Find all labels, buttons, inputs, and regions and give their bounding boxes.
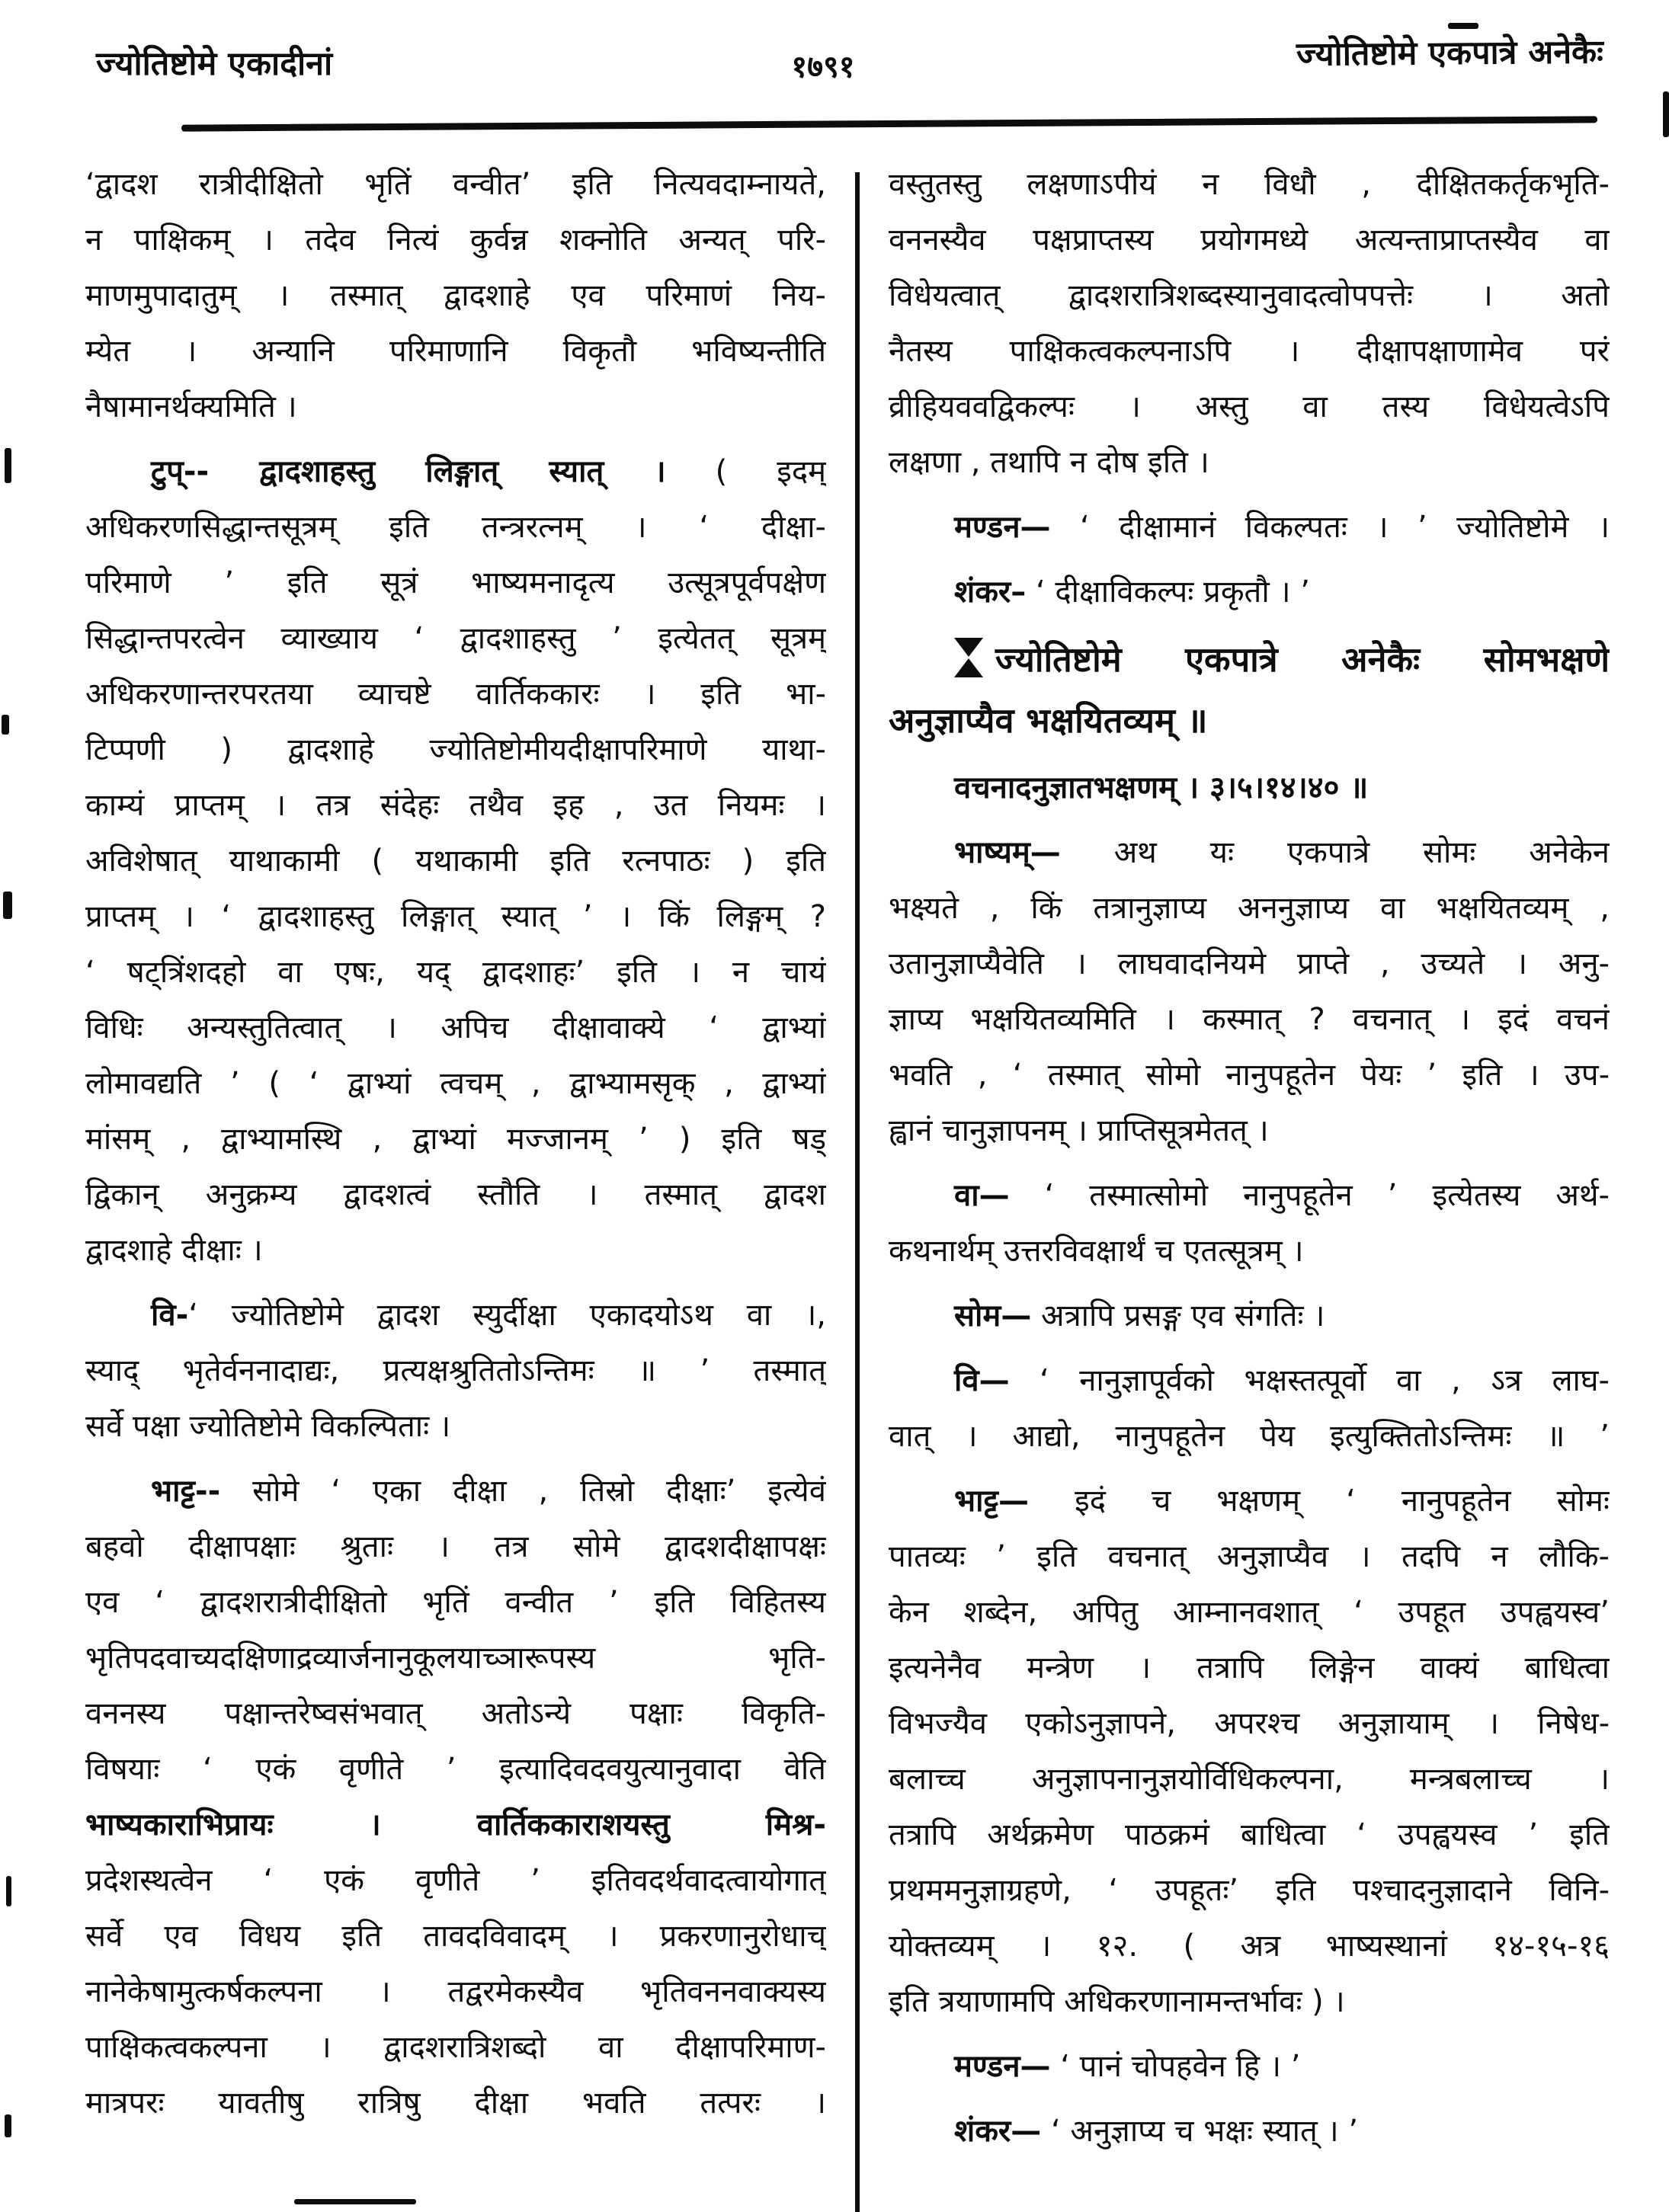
speaker-label: वि- (151, 1298, 189, 1333)
text-line (85, 1909, 826, 1964)
line-text: वात् । आद्यो, नानुपहूतेन पेय इत्युक्तितोऽन्तिमः ॥ ’ (889, 1419, 1610, 1454)
text-line (889, 1474, 1610, 1529)
scan-artifact (1663, 91, 1669, 137)
text-line (889, 1807, 1610, 1863)
line-text: इति त्रयाणामपि अधिकरणानामन्तर्भावः ) । (889, 1984, 1345, 2019)
line-text: ‘ दीक्षामानं विकल्पतः । ’ ज्योतिष्टोमे । (1050, 510, 1610, 545)
text-line (889, 1048, 1610, 1103)
right-text-column (889, 157, 1610, 2159)
speaker-label: भाष्यम्— (954, 835, 1061, 870)
speaker-label: मण्डन— (954, 510, 1051, 545)
text-line (85, 2076, 826, 2131)
text-line (85, 268, 826, 324)
text-line (85, 2020, 826, 2076)
line-text: विषयाः ‘ एकं वृणीते ’ इत्यादिवदवयुत्यानुवादा वेति (85, 1752, 826, 1787)
text-line (85, 1631, 826, 1686)
line-text: बहवो दीक्षापक्षाः श्रुताः । तत्र सोमे द्वादशदीक्षापक्षः (85, 1529, 826, 1564)
line-text: व्रीहियववद्विकल्पः । अस्तु वा तस्य विधेयत्वेऽपि (889, 389, 1610, 424)
line-text: इदं च भक्षणम् ‘ नानुपहूतेन सोमः (1029, 1484, 1610, 1519)
text-line (889, 435, 1610, 491)
line-text: अधिकरणान्तरपरतया व्याचष्टे वार्तिककारः । इति भा- (85, 677, 826, 712)
text-line (889, 760, 1610, 816)
text-line (889, 690, 1610, 751)
line-text: ( इदम् (665, 454, 826, 489)
line-text: विभज्यैव एकोऽनुज्ञापने, अपरश्च अनुज्ञायाम् । निषेध- (889, 1706, 1610, 1741)
line-text: ‘द्वादश रात्रीदीक्षितो भृतिं वन्वीत’ इति नित्यवदाम्नायते, (85, 167, 826, 202)
line-text: नैतस्य पाक्षिकत्वकल्पनाऽपि । दीक्षापक्षाणामेव परं (889, 334, 1610, 369)
text-line (85, 1519, 826, 1575)
line-text: ‘ अनुज्ञाप्य च भक्षः स्यात् । ’ (1041, 2114, 1359, 2149)
scan-artifact (5, 2114, 11, 2137)
line-text: अनुज्ञाप्यैव भक्षयितव्यम् ॥ (889, 700, 1208, 741)
text-line (85, 324, 826, 379)
scan-artifact (5, 448, 11, 483)
text-line (85, 1056, 826, 1112)
speaker-label: वा— (954, 1178, 1010, 1213)
text-line (889, 1529, 1610, 1585)
text-line (85, 611, 826, 667)
line-text: वननस्य पक्षान्तरेष्वसंभवात् अतोऽन्ये पक्षाः विकृति- (85, 1696, 826, 1731)
text-line (889, 1585, 1610, 1641)
line-text: मात्रपरः यावतीषु रात्रिषु दीक्षा भवति तत्परः । (85, 2086, 826, 2121)
text-line (889, 1696, 1610, 1752)
line-text: ज्ञाप्य भक्षयितव्यमिति । कस्मात् ? वचनात् । इदं वचनं (889, 1002, 1610, 1037)
text-line (889, 268, 1610, 324)
line-text: अथ यः एकपात्रे सोमः अनेकेन (1060, 835, 1610, 870)
text-line (889, 629, 1610, 690)
line-text: तत्रापि अर्थक्रमेण पाठक्रमं बाधित्वा ‘ उपह्वयस्व ’ इति (889, 1817, 1610, 1852)
line-text: सर्वे पक्षा ज्योतिष्टोमे विकल्पिताः । (85, 1409, 451, 1444)
text-line (85, 157, 826, 213)
text-line (889, 1224, 1610, 1279)
line-text: वननस्यैव पक्षप्राप्तस्य प्रयोगमध्ये अत्यन्ताप्राप्तस्यैव वा (889, 222, 1610, 258)
text-line (85, 1464, 826, 1519)
line-text: कथनार्थम् उत्तरविवक्षार्थं च एतत्सूत्रम् । (889, 1234, 1304, 1269)
line-text: सिद्धान्तपरत्वेन व्याख्याय ‘ द्वादशाहस्तु ’ इत्येतत् सूत्रम् (85, 621, 826, 656)
line-text: न पाक्षिकम् । तदेव नित्यं कुर्वन्न शक्नोति अन्यत् परि- (85, 222, 826, 258)
line-text: भवति , ‘ तस्मात् सोमो नानुपहूतेन पेयः ’ इति । उप- (889, 1058, 1610, 1093)
text-line (85, 1167, 826, 1223)
line-text: बलाच्च अनुज्ञापनानुज्ञयोर्विधिकल्पना, मन्त्रबलाच्च । (889, 1762, 1610, 1797)
line-text: योक्तव्यम् । १२. ( अत्र भाष्यस्थानां १४-१५-१६ (889, 1929, 1610, 1964)
text-line (889, 213, 1610, 268)
line-text: द्वादशाहे दीक्षाः । (85, 1233, 263, 1268)
line-text: अत्रापि प्रसङ्ग एव संगतिः । (1031, 1298, 1325, 1333)
text-line (85, 1223, 826, 1279)
text-line (889, 2104, 1610, 2159)
line-text: विधेयत्वात् द्वादशरात्रिशब्दस्यानुवादत्वोपपत्तेः । अतो (889, 278, 1610, 313)
line-text: पातव्यः ’ इति वचनात् अनुज्ञाप्यैव । तदपि न लौकि- (889, 1539, 1610, 1574)
line-text: वचनादनुज्ञातभक्षणम् । ३।५।१४।४० ॥ (954, 770, 1369, 805)
speaker-label: शंकर— (954, 2114, 1042, 2149)
running-header-right: ज्योतिष्टोमे एकपात्रे अनेकैः (1296, 33, 1604, 74)
line-text: अविशेषात् याथाकामी ( यथाकामी इति रत्नपाठः ) इति (85, 844, 826, 879)
scan-artifact (294, 2199, 416, 2204)
text-line (889, 2039, 1610, 2095)
line-text: टिप्पणी ) द्वादशाहे ज्योतिष्टोमीयदीक्षापरिमाणे याथा- (85, 732, 826, 767)
text-line (85, 1399, 826, 1455)
line-text: नैषामानर्थक्यमिति । (85, 389, 297, 424)
line-text: ‘ तस्मात्सोमो नानुपहूतेन ’ इत्येतस्य अर्थ- (1009, 1178, 1610, 1213)
line-text: केन शब्देन, अपितु आम्नानवशात् ‘ उपहूत उपह्वयस्व’ (889, 1595, 1610, 1630)
page-number: १७९१ (791, 50, 855, 85)
line-text: प्रदेशस्थत्वेन ‘ एकं वृणीते ’ इतिवदर्थवादत्वायोगात् (85, 1863, 826, 1898)
line-text: मांसम् , द्वाभ्यामस्थि , द्वाभ्यां मज्जानम् ’ ) इति षड् (85, 1122, 826, 1157)
text-line (889, 992, 1610, 1048)
text-line (889, 1288, 1610, 1344)
line-text: भक्ष्यते , किं तत्रानुज्ञाप्य अननुज्ञाप्य वा भक्षयितव्यम् , (889, 891, 1610, 926)
line-text: म्येत । अन्यानि परिमाणानि विकृतौ भविष्यन्तीति (85, 334, 826, 369)
line-text: भाष्यकाराभिप्रायः । वार्तिककाराशयस्तु मिश्र- (85, 1807, 826, 1842)
line-text: द्विकान् अनुक्रम्य द्वादशत्वं स्तौति । तस्मात् द्वादश (85, 1177, 826, 1212)
line-text: ज्योतिष्टोमे एकपात्रे अनेकैः सोमभक्षणे (995, 639, 1610, 680)
scan-artifact (1448, 23, 1478, 29)
text-line (85, 834, 826, 889)
text-line (85, 1575, 826, 1631)
text-line (85, 1343, 826, 1399)
text-line (889, 1641, 1610, 1696)
left-text-column (85, 157, 826, 2131)
line-text: ह्वानं चानुज्ञापनम् । प्राप्तिसूत्रमेतत् । (889, 1113, 1269, 1148)
line-text: लक्षणा , तथापि न दोष इति । (889, 445, 1209, 480)
text-line (889, 1353, 1610, 1409)
text-line (85, 667, 826, 722)
line-text: उतानुज्ञाप्यैवेति । लाघवादनियमे प्राप्ते , उच्यते । अनु- (889, 946, 1610, 981)
scan-artifact (6, 1876, 11, 1906)
speaker-label: टुप्-- द्वादशाहस्तु लिङ्गात् स्यात् । (151, 454, 666, 489)
speaker-label: सोम— (954, 1298, 1032, 1333)
text-line (889, 881, 1610, 936)
text-line (85, 1964, 826, 2020)
line-text: लोमावद्यति ’ ( ‘ द्वाभ्यां त्वचम् , द्वाभ्यामसृक् , द्वाभ्यां (85, 1066, 826, 1101)
text-line (889, 1752, 1610, 1807)
text-line (889, 1919, 1610, 1974)
text-line (85, 444, 826, 500)
text-line (85, 1797, 826, 1853)
text-line (85, 1853, 826, 1909)
line-text: माणमुपादातुम् । तस्मात् द्वादशाहे एव परिमाणं निय- (85, 278, 826, 313)
scan-artifact (3, 892, 12, 919)
text-line (889, 1974, 1610, 2030)
line-text: परिमाणे ’ इति सूत्रं भाष्यमनादृत्य उत्सूत्रपूर्वपक्षेण (85, 565, 826, 600)
line-text: ‘ षट्त्रिंशदहो वा एषः, यद् द्वादशाहः’ इति । न चायं (85, 955, 826, 990)
line-text: ‘ नानुज्ञापूर्वको भक्षस्तत्पूर्वो वा , ऽत्र लाघ- (1009, 1363, 1610, 1398)
header-rule (181, 116, 1597, 131)
line-text: इत्यनेनैव मन्त्रेण । तत्रापि लिङ्गेन वाक्यं बाधित्वा (889, 1650, 1610, 1685)
text-line (85, 1288, 826, 1343)
line-text: ‘ ज्योतिष्टोमे द्वादश स्युर्दीक्षा एकादयोऽथ वा ।, (188, 1298, 826, 1333)
text-line (85, 778, 826, 834)
text-line (85, 213, 826, 268)
line-text: सोमे ‘ एका दीक्षा , तिस्रो दीक्षाः’ इत्येवं (220, 1474, 826, 1509)
speaker-label: भाट्ट-- (151, 1474, 221, 1509)
line-text: ‘ पानं चोपहवेन हि । ’ (1050, 2049, 1301, 2084)
text-line (889, 1168, 1610, 1224)
text-line (889, 379, 1610, 435)
line-text: काम्यं प्राप्तम् । तत्र संदेहः तथैव इह , उत नियमः । (85, 788, 826, 823)
line-text: विधिः अन्यस्तुतित्वात् । अपिच दीक्षावाक्ये ‘ द्वाभ्यां (85, 1010, 826, 1045)
text-line (889, 1103, 1610, 1159)
hourglass-ornament-icon (954, 638, 983, 677)
speaker-label: वि— (954, 1363, 1010, 1398)
line-text: प्राप्तम् । ‘ द्वादशाहस्तु लिङ्गात् स्यात् ’ । किं लिङ्गम् ? (85, 899, 826, 934)
scan-artifact (2, 715, 9, 735)
text-line (889, 1863, 1610, 1919)
line-text: नानेकेषामुत्कर्षकल्पना । तद्वरमेकस्यैव भृतिवननवाक्यस्य (85, 1974, 826, 2009)
speaker-label: मण्डन— (954, 2049, 1051, 2084)
text-line (85, 1000, 826, 1056)
text-line (85, 945, 826, 1000)
text-line (889, 825, 1610, 881)
text-line (85, 1742, 826, 1797)
line-text: सर्वे एव विधय इति तावदविवादम् । प्रकरणानुरोधाच् (85, 1919, 826, 1954)
text-line (85, 1686, 826, 1742)
running-header-left: ज्योतिष्टोमे एकादीनां (96, 45, 333, 83)
text-line (889, 157, 1610, 213)
text-line (889, 565, 1610, 620)
text-line (889, 324, 1610, 379)
line-text: ‘ दीक्षाविकल्पः प्रकृतौ । ’ (1026, 575, 1311, 610)
text-line (85, 1112, 826, 1167)
line-text: स्याद् भृतेर्वननादाद्यः, प्रत्यक्षश्रुतितोऽन्तिमः ॥ ’ तस्मात् (85, 1353, 826, 1388)
text-line (889, 500, 1610, 555)
text-line (889, 1409, 1610, 1465)
column-divider (855, 172, 860, 2212)
line-text: वस्तुतस्तु लक्षणाऽपीयं न विधौ , दीक्षितकर्तृकभृति- (889, 167, 1610, 202)
text-line (85, 379, 826, 435)
line-text: प्रथममनुज्ञाग्रहणे, ‘ उपहूतः’ इति पश्चादनुज्ञादाने विनि- (889, 1873, 1610, 1908)
text-line (85, 889, 826, 945)
text-line (85, 555, 826, 611)
text-line (85, 722, 826, 778)
line-text: एव ‘ द्वादशरात्रीदीक्षितो भृतिं वन्वीत ’ इति विहितस्य (85, 1585, 826, 1620)
text-line (889, 936, 1610, 992)
text-line (85, 500, 826, 555)
line-text: भृतिपदवाच्यदक्षिणाद्रव्यार्जनानुकूलयाच्ञारूपस्य भृति- (85, 1641, 826, 1676)
speaker-label: शंकर– (954, 575, 1027, 610)
line-text: पाक्षिकत्वकल्पना । द्वादशरात्रिशब्दो वा दीक्षापरिमाण- (85, 2030, 826, 2065)
line-text: अधिकरणसिद्धान्तसूत्रम् इति तन्त्ररत्नम् । ‘ दीक्षा- (85, 510, 826, 545)
speaker-label: भाट्ट— (954, 1484, 1030, 1519)
